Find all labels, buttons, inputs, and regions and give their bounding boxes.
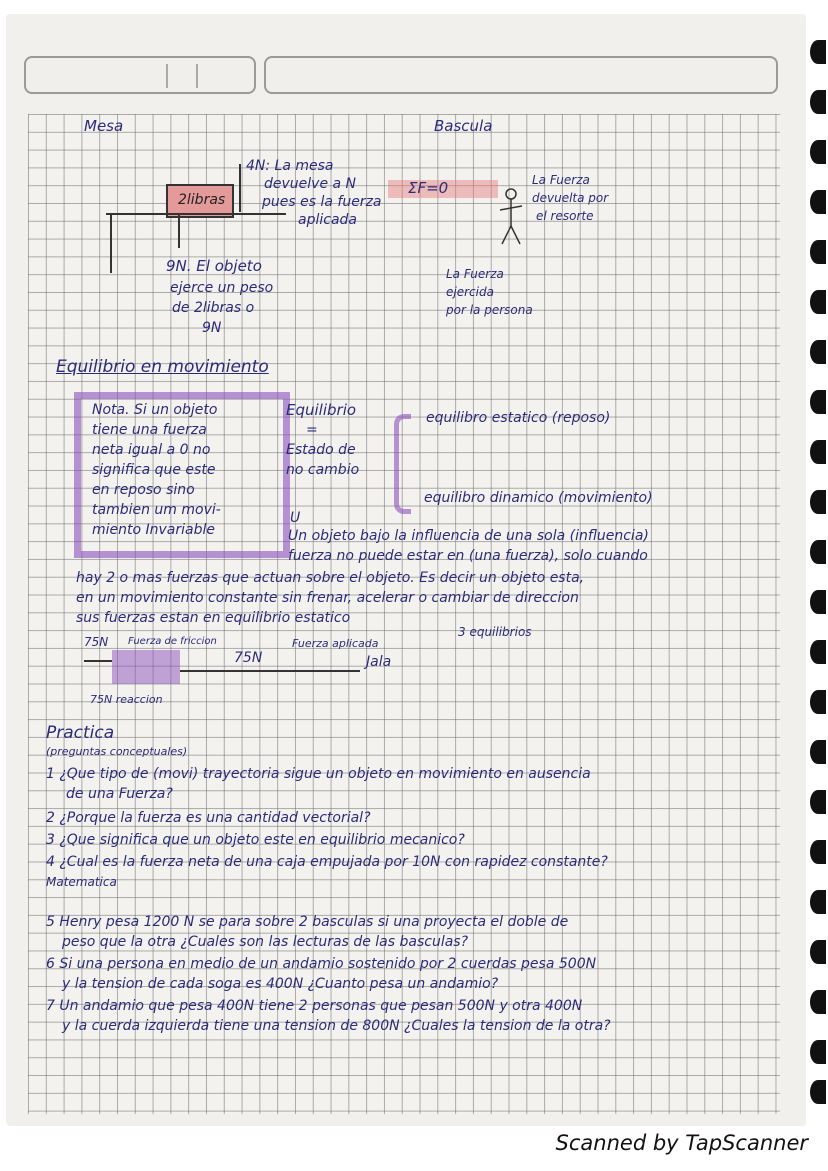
practica-heading: Practica — [46, 723, 115, 743]
sum-force: ΣF=0 — [408, 179, 449, 197]
estado-text-1: Estado de — [286, 442, 356, 458]
label-mesa: Mesa — [84, 117, 124, 135]
up-arrow — [239, 164, 241, 212]
section-heading-equilibrio: Equilibrio en movimiento — [56, 357, 269, 377]
para-line: Un objeto bajo la influencia de una sola (influencia) — [288, 528, 649, 544]
persona-text-1: La Fuerza — [446, 267, 504, 281]
persona-text-2: ejercida — [446, 285, 494, 299]
up-force-text-2: devuelve a N — [264, 176, 357, 192]
question-2: 2 ¿Porque la fuerza es una cantidad vectorial? — [46, 810, 371, 826]
dinamico-text: equilibro dinamico (movimiento) — [424, 490, 653, 506]
para-line: hay 2 o mas fuerzas que actuan sobre el objeto. Es decir un objeto esta, — [76, 570, 585, 586]
brace — [394, 414, 411, 514]
left-force-label: 75N — [84, 635, 109, 649]
up-force-text-3: pues es la fuerza — [262, 194, 382, 210]
question-1: 1 ¿Que tipo de (movi) trayectoria sigue un objeto en movimiento en ausencia — [46, 766, 591, 782]
note-line: miento Invariable — [92, 522, 215, 538]
question-6: 6 Si una persona en medio de un andamio sostenido por 2 cuerdas pesa 500N — [46, 956, 597, 972]
question-3: 3 ¿Que significa que un objeto este en equilibrio mecanico? — [46, 832, 465, 848]
down-force-text-4: 9N — [202, 320, 222, 336]
question-1b: de una Fuerza? — [66, 786, 173, 802]
question-7b: y la cuerda izquierda tiene una tension de 800N ¿Cuales la tension de la otra? — [62, 1018, 611, 1034]
question-7: 7 Un andamio que pesa 400N tiene 2 personas que pesan 500N y otra 400N — [46, 998, 583, 1014]
question-5b: peso que la otra ¿Cuales son las lecturas de las basculas? — [62, 934, 469, 950]
question-5: 5 Henry pesa 1200 N se para sobre 2 basculas si una proyecta el doble de — [46, 914, 569, 930]
down-force-text: 9N. El objeto — [166, 257, 262, 275]
resorte-text-3: el resorte — [536, 209, 594, 223]
header-box-left — [24, 56, 256, 94]
right-arrow — [180, 670, 360, 672]
equilibrio-equals: = — [306, 422, 318, 438]
up-force-text-4: aplicada — [298, 212, 357, 228]
reaction-label: 75N reaccion — [90, 693, 163, 706]
matematica-label: Matematica — [46, 875, 117, 889]
tres-equilibrios: 3 equilibrios — [458, 625, 532, 639]
note-line: tiene una fuerza — [92, 422, 207, 438]
note-line: significa que este — [92, 462, 216, 478]
para-line: sus fuerzas estan en equilibrio estatico — [76, 610, 351, 626]
down-arrow — [178, 214, 180, 248]
question-4: 4 ¿Cual es la fuerza neta de una caja empujada por 10N con rapidez constante? — [46, 854, 608, 870]
down-force-text-2: ejerce un peso — [170, 280, 274, 296]
estado-text-2: no cambio — [286, 462, 360, 478]
estatico-text: equilibro estatico (reposo) — [426, 410, 611, 426]
para-line: en un movimiento constante sin frenar, acelerar o cambiar de direccion — [76, 590, 579, 606]
header-box-right — [264, 56, 778, 94]
applied-label: Fuerza aplicada — [292, 637, 379, 650]
resorte-text-2: devuelta por — [532, 191, 609, 205]
person-figure — [496, 186, 526, 256]
left-arrow — [84, 660, 112, 662]
note-line: Nota. Si un objeto — [92, 402, 218, 418]
para-line: fuerza no puede estar en (una fuerza), solo cuando — [288, 548, 648, 564]
friction-label: Fuerza de friccion — [128, 636, 217, 647]
practica-subheading: (preguntas conceptuales) — [46, 745, 188, 758]
equilibrio-term: Equilibrio — [286, 401, 357, 419]
note-line: en reposo sino — [92, 482, 195, 498]
applied-value: 75N — [234, 650, 263, 666]
table-leg — [110, 213, 112, 273]
label-bascula: Bascula — [434, 117, 493, 135]
note-line: neta igual a 0 no — [92, 442, 211, 458]
table-line — [106, 213, 286, 215]
u-mark: U — [290, 510, 301, 526]
resorte-text-1: La Fuerza — [532, 173, 590, 187]
down-force-text-3: de 2libras o — [172, 300, 255, 316]
up-force-text: 4N: La mesa — [246, 158, 334, 174]
persona-text-3: por la persona — [446, 303, 533, 317]
block-diagram — [112, 650, 180, 684]
jala-label: Jala — [366, 654, 392, 670]
question-6b: y la tension de cada soga es 400N ¿Cuanto pesa un andamio? — [62, 976, 499, 992]
note-line: tambien um movi- — [92, 502, 221, 518]
spiral-binding — [804, 30, 828, 1110]
weight-box-label: 2libras — [178, 192, 226, 208]
notebook-page — [6, 14, 806, 1126]
scanner-watermark: Scanned by TapScanner — [555, 1131, 808, 1155]
